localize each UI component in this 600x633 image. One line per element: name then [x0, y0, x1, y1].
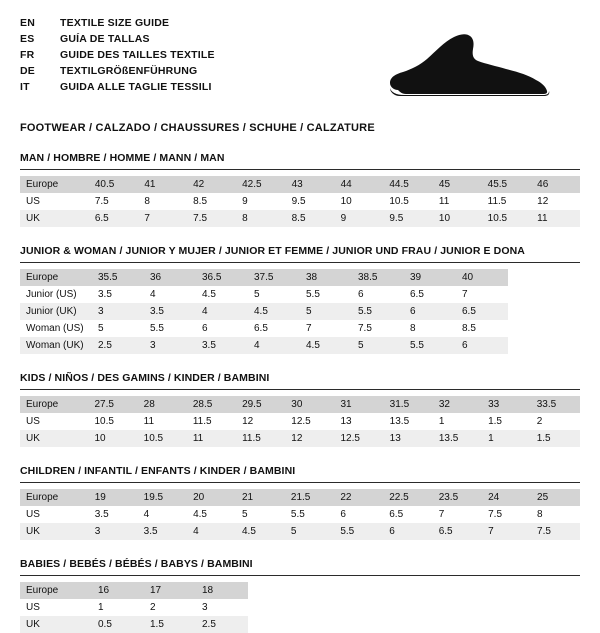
size-cell: 4.5 — [248, 303, 300, 320]
size-cell: 10.5 — [389, 196, 409, 207]
size-cell: 4 — [187, 523, 236, 540]
size-cell: 3 — [144, 337, 196, 354]
language-code: ES — [20, 33, 35, 45]
row-label: UK — [20, 210, 89, 227]
table-row — [20, 396, 580, 413]
size-section-man — [20, 152, 580, 227]
row-label: Europe — [20, 269, 92, 286]
size-cell: 6.5 — [389, 509, 404, 520]
table-row — [20, 286, 508, 303]
table-row — [20, 506, 580, 523]
size-cell: 11 — [143, 416, 155, 427]
size-cell: 8.5 — [286, 210, 335, 227]
size-cell: 13 — [340, 416, 352, 427]
size-cell: 6 — [456, 337, 508, 354]
row-label: UK — [20, 430, 88, 447]
size-cell: 41 — [138, 176, 187, 193]
size-cell: 5.5 — [306, 289, 320, 300]
size-cell: 21.5 — [285, 489, 334, 506]
row-label: Europe — [20, 582, 92, 599]
row-label: UK — [20, 523, 89, 540]
size-cell: 1 — [98, 602, 104, 613]
size-cell: 6 — [202, 323, 208, 334]
size-cell: 7.5 — [531, 523, 580, 540]
size-cell: 5 — [242, 509, 248, 520]
size-cell: 8 — [144, 196, 150, 207]
size-cell: 30 — [285, 396, 334, 413]
size-cell: 8 — [537, 509, 543, 520]
size-cell: 3.5 — [94, 509, 109, 520]
size-cell: 7 — [482, 523, 531, 540]
size-section-junior-woman — [20, 245, 580, 354]
table-row — [20, 210, 580, 227]
row-label: Woman (UK) — [20, 337, 92, 354]
size-cell: 18 — [196, 582, 248, 599]
language-row — [20, 80, 215, 94]
size-cell: 44.5 — [383, 176, 433, 193]
size-cell: 3.5 — [138, 523, 187, 540]
size-cell: 9 — [335, 210, 384, 227]
size-cell: 6.5 — [433, 523, 482, 540]
table-row — [20, 523, 580, 540]
size-table — [20, 269, 508, 354]
size-cell: 10.5 — [138, 430, 187, 447]
size-cell: 6.5 — [456, 303, 508, 320]
size-cell: 0.5 — [92, 616, 144, 633]
size-cell: 31.5 — [384, 396, 433, 413]
size-cell: 3 — [202, 602, 208, 613]
size-cell: 7 — [306, 323, 312, 334]
size-cell: 39 — [404, 269, 456, 286]
size-cell: 10 — [88, 430, 137, 447]
size-cell: 12 — [285, 430, 334, 447]
size-cell: 29.5 — [236, 396, 285, 413]
size-cell: 4 — [143, 509, 150, 520]
size-cell: 5 — [300, 303, 352, 320]
size-cell: 4.5 — [193, 509, 207, 520]
language-code: EN — [20, 17, 35, 29]
size-cell: 7.5 — [94, 196, 109, 207]
size-cell: 4 — [196, 303, 248, 320]
language-title-list — [20, 14, 215, 94]
table-row — [20, 320, 508, 337]
table-row — [20, 269, 508, 286]
row-label: US — [26, 196, 40, 207]
size-cell: 22 — [334, 489, 383, 506]
row-label: Europe — [20, 176, 89, 193]
size-cell: 27.5 — [88, 396, 137, 413]
language-row — [20, 32, 215, 46]
table-row — [20, 489, 580, 506]
table-row — [20, 193, 580, 210]
row-label: US — [26, 416, 40, 427]
size-cell: 13.5 — [389, 416, 410, 427]
size-cell: 10 — [433, 210, 482, 227]
size-cell: 11.5 — [192, 416, 212, 427]
size-cell: 4 — [150, 289, 156, 300]
table-row — [20, 337, 508, 354]
row-label: Woman (US) — [26, 323, 84, 334]
language-row — [20, 48, 215, 62]
section-title: BABIES / BEBÉS / BÉBÉS / BABYS / BAMBINI — [20, 558, 580, 576]
size-cell: 38 — [300, 269, 352, 286]
table-row — [20, 176, 580, 193]
size-cell: 11.5 — [236, 430, 285, 447]
language-code: IT — [20, 81, 30, 93]
size-cell: 45 — [433, 176, 482, 193]
size-cell: 31 — [334, 396, 383, 413]
table-row — [20, 599, 248, 616]
size-cell: 7.5 — [187, 210, 236, 227]
size-cell: 2 — [150, 602, 156, 613]
size-cell: 12.5 — [291, 416, 311, 427]
language-row — [20, 16, 215, 30]
footwear-category-title: FOOTWEAR / CALZADO / CHAUSSURES / SCHUHE / CALZATURE — [20, 122, 375, 134]
size-cell: 6 — [340, 509, 346, 520]
size-cell: 6 — [404, 303, 456, 320]
row-label: Europe — [20, 396, 88, 413]
size-cell: 32 — [433, 396, 482, 413]
table-row — [20, 303, 508, 320]
row-label: US — [26, 509, 40, 520]
size-cell: 7 — [438, 509, 445, 520]
size-cell: 16 — [92, 582, 144, 599]
size-table — [20, 489, 580, 540]
size-cell: 5.5 — [334, 523, 383, 540]
size-cell: 5 — [98, 323, 104, 334]
size-cell: 8 — [236, 210, 286, 227]
size-cell: 3 — [89, 523, 138, 540]
size-cell: 2.5 — [196, 616, 248, 633]
size-cell: 22.5 — [383, 489, 432, 506]
size-cell: 3 — [92, 303, 144, 320]
size-cell: 3.5 — [196, 337, 248, 354]
size-cell: 6.5 — [89, 210, 139, 227]
size-cell: 24 — [482, 489, 531, 506]
table-row — [20, 413, 580, 430]
row-label: Junior (US) — [26, 289, 77, 300]
size-cell: 5 — [352, 337, 404, 354]
size-table — [20, 176, 580, 227]
size-cell: 38.5 — [352, 269, 404, 286]
size-cell: 5.5 — [404, 337, 456, 354]
size-cell: 17 — [144, 582, 196, 599]
size-cell: 7.5 — [358, 323, 372, 334]
size-cell: 5.5 — [352, 303, 404, 320]
table-row — [20, 582, 248, 599]
size-cell: 5.5 — [150, 323, 164, 334]
size-cell: 19 — [89, 489, 138, 506]
section-title: KIDS / NIÑOS / DES GAMINS / KINDER / BAMBINI — [20, 372, 580, 390]
language-title: TEXTILGRÖßENFÜHRUNG — [60, 65, 198, 77]
size-cell: 5.5 — [290, 509, 305, 520]
dress-shoe-icon — [370, 28, 570, 108]
size-cell: 2.5 — [92, 337, 144, 354]
size-cell: 33.5 — [531, 396, 580, 413]
language-title: GUIDE DES TAILLES TEXTILE — [60, 49, 215, 61]
size-cell: 42 — [187, 176, 236, 193]
size-cell: 36 — [144, 269, 196, 286]
language-code: FR — [20, 49, 35, 61]
size-cell: 13 — [384, 430, 433, 447]
size-cell: 23.5 — [433, 489, 482, 506]
page-header — [20, 14, 580, 108]
size-cell: 28.5 — [187, 396, 236, 413]
size-cell: 5 — [285, 523, 334, 540]
row-label: UK — [20, 616, 92, 633]
language-row — [20, 64, 215, 78]
size-cell: 42.5 — [236, 176, 286, 193]
size-cell: 28 — [138, 396, 187, 413]
size-cell: 8.5 — [193, 196, 208, 207]
size-cell: 1 — [482, 430, 531, 447]
size-cell: 4.5 — [236, 523, 285, 540]
size-cell: 7 — [462, 289, 468, 300]
size-cell: 10.5 — [94, 416, 114, 427]
size-table — [20, 396, 580, 447]
size-cell: 12 — [537, 196, 549, 207]
size-cell: 36.5 — [196, 269, 248, 286]
size-cell: 21 — [236, 489, 285, 506]
size-sections — [20, 152, 580, 633]
size-cell: 6 — [383, 523, 432, 540]
size-cell: 7.5 — [488, 509, 503, 520]
size-cell: 11 — [531, 210, 580, 227]
size-cell: 37.5 — [248, 269, 300, 286]
size-cell: 9.5 — [383, 210, 433, 227]
size-cell: 6.5 — [254, 323, 268, 334]
language-code: DE — [20, 65, 35, 77]
language-title: GUIDA ALLE TAGLIE TESSILI — [60, 81, 212, 93]
size-cell: 1.5 — [488, 416, 502, 427]
size-cell: 2 — [536, 416, 543, 427]
row-label: US — [26, 602, 40, 613]
size-cell: 3.5 — [98, 289, 112, 300]
size-cell: 1.5 — [531, 430, 580, 447]
section-title: JUNIOR & WOMAN / JUNIOR Y MUJER / JUNIOR ET FEMME / JUNIOR UND FRAU / JUNIOR E DONA — [20, 245, 580, 263]
size-cell: 33 — [482, 396, 531, 413]
size-cell: 25 — [531, 489, 580, 506]
size-cell: 19.5 — [138, 489, 187, 506]
language-title: TEXTILE SIZE GUIDE — [60, 17, 170, 29]
size-cell: 9.5 — [291, 196, 306, 207]
size-cell: 43 — [286, 176, 335, 193]
size-cell: 35.5 — [92, 269, 144, 286]
size-cell: 1.5 — [144, 616, 196, 633]
size-cell: 11 — [187, 430, 236, 447]
language-title: GUÍA DE TALLAS — [60, 33, 150, 45]
size-cell: 20 — [187, 489, 236, 506]
size-cell: 40 — [456, 269, 508, 286]
size-section-children — [20, 465, 580, 540]
size-cell: 5 — [254, 289, 260, 300]
size-cell: 11.5 — [487, 196, 507, 207]
size-cell: 3.5 — [144, 303, 196, 320]
size-cell: 45.5 — [482, 176, 532, 193]
table-row — [20, 616, 248, 633]
size-cell: 4.5 — [300, 337, 352, 354]
row-label: Junior (UK) — [20, 303, 92, 320]
row-label: Europe — [20, 489, 89, 506]
size-cell: 10 — [340, 196, 352, 207]
size-cell: 4.5 — [202, 289, 216, 300]
size-section-babies — [20, 558, 580, 633]
size-cell: 13.5 — [433, 430, 482, 447]
section-title: CHILDREN / INFANTIL / ENFANTS / KINDER / BAMBINI — [20, 465, 580, 483]
size-cell: 8 — [410, 323, 416, 334]
size-cell: 12.5 — [334, 430, 383, 447]
size-cell: 8.5 — [462, 323, 476, 334]
size-cell: 1 — [438, 416, 445, 427]
size-cell: 7 — [138, 210, 187, 227]
size-cell: 10.5 — [482, 210, 532, 227]
table-row — [20, 430, 580, 447]
size-table — [20, 582, 248, 633]
size-cell: 6.5 — [410, 289, 424, 300]
size-cell: 6 — [358, 289, 364, 300]
size-cell: 4 — [248, 337, 300, 354]
size-cell: 11 — [438, 196, 450, 207]
size-section-kids — [20, 372, 580, 447]
size-cell: 46 — [531, 176, 580, 193]
size-cell: 40.5 — [89, 176, 139, 193]
size-cell: 12 — [242, 416, 254, 427]
size-cell: 9 — [242, 196, 248, 207]
section-title: MAN / HOMBRE / HOMME / MANN / MAN — [20, 152, 580, 170]
size-cell: 44 — [335, 176, 384, 193]
